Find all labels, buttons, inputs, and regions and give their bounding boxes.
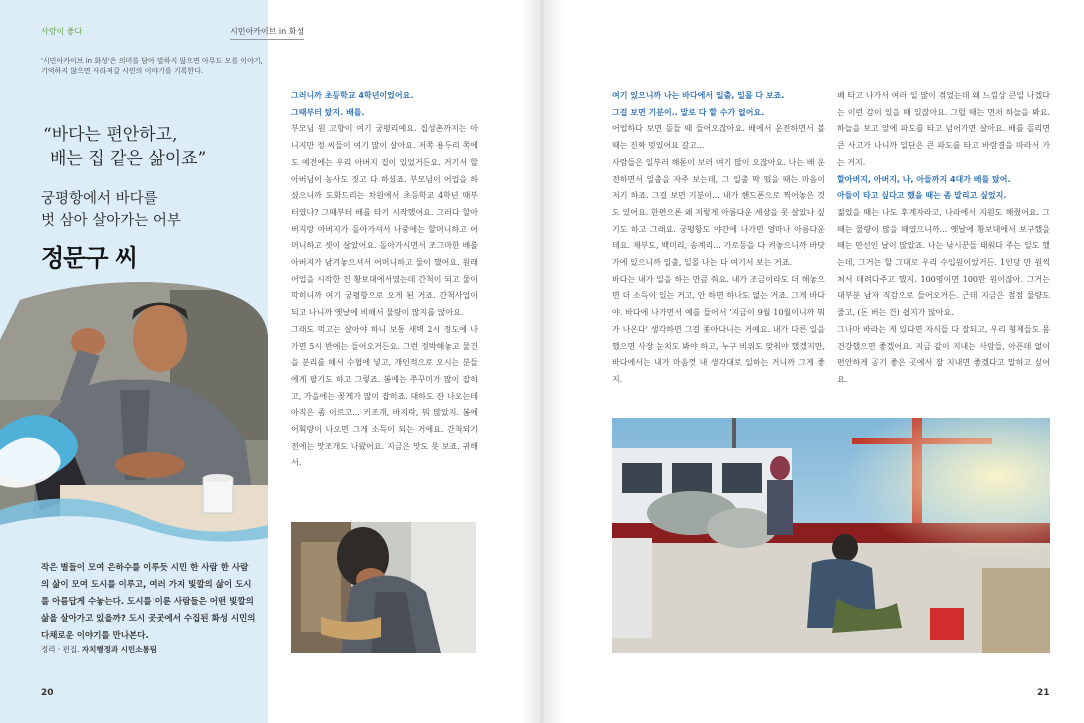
title-line: “바다는 편안하고, [43, 125, 178, 145]
question-heading: 그때부터 탔지. 배를. [291, 107, 365, 117]
question-heading: 그걸 보면 기분이.. 말로 다 할 수가 없어요. [612, 107, 765, 117]
question-heading: 여기 있으니까 나는 바다에서 일출, 일몰 다 보죠. [612, 91, 785, 100]
fisherman-working-photo [291, 522, 476, 653]
body-paragraph: 그래도 먹고는 살아야 하니 보통 새벽 2시 정도에 나가면 5시 반에는 들어오거든요. 그런 정박해놓고 물건을 분리를 해서 수협에 넣고, 개인적으로 오시는 분들에게 팔기도 하고 그렇죠. 봄에는 쭈꾸미가 많이 잡히고, 가을에는 꽃게가 많이 잡히죠. 대하도 잔 나오는데 아직은 좀 이르고... 키조개, 바지락, 뭐 많았지. 봄에 어획량이 나오면 그게 소득이 되는 거에요. 간척되기 전에는 맛조개도 나왔어요. 지금은 맛도 못 보죠. 귀해서. [291, 324, 478, 468]
text-column-3 [837, 88, 1050, 389]
body-paragraph: 부모님 원 고향이 여기 궁평리예요. 집성촌까지는 아니지만 정 씨들이 여기 많이 살아요. 저쪽 용두리 쪽에도 예전에는 우리 아버지 집이 있었거든요. 거기서 할아버님이 농사도 짓고 다 하셨죠. 부모님이 어업을 하셨으니까 도화드리는 차원에서 초등학교 4학년 때부터였나? 그때부터 배를 타기 시작했어요. 그러다 할아버지랑 아버지가 돌아가셔서 나중에는 할머니하고 어머니하고 셋이 살았어요. 돌아가시면서 조그마한 배를 아버지가 남겨놓으셔서 어머니하고 둘이 했어요. 원래 어업을 시작한 건 황보대에서였는데 간척이 되고 물이 막히니까 여기 궁평항으로 오게 된 거죠. 간척사업이 되고 나니까 옛날에 비해서 물량이 많지를 않아요. [291, 124, 478, 318]
body-paragraph: 어업하다 보면 돌들 때 들어오잖아요. 배에서 운전하면서 볼 때는 진짜 멋있어요 갈고... [612, 124, 825, 151]
body-paragraph: 사람들은 일부러 해돋이 보러 여기 많이 오잖아요. 나는 배 운전하면서 일출을 자주 보는데, 그 일출 딱 떴을 때는 마음이 저기 하죠. 그걸 보면 기분이... 내가 핸드폰으로 찍어놓은 것도 있어요. 한편으론 왜 저렇게 아름다운 세상을 못 살았나 싶기도 하고 그래요. 궁평항도 야간에 나가면 얼마나 아름다운데요. 제부도, 백미리, 송계리... 가로등을 다 켜놓으니까 바닷가에 있으니까 일출, 일몰 나는 다 여기서 보는 거죠. [612, 157, 825, 268]
portrait-photo [0, 280, 268, 550]
harbor-boat-photo [612, 418, 1050, 653]
credit-role: 정리 · 편집. [41, 645, 80, 654]
question-heading: 할아버지, 아버지, 나, 아들까지 4대가 배를 탔어. [837, 174, 1011, 184]
body-paragraph: 그나마 바라는 게 있다면 자식들 다 잘되고, 우리 형제들도 몸 건강했으면 좋겠어요. 지금 같이 지내는 사람들, 아픈데 없이 편안하게 공기 좋은 곳에서 잘 지내면 좋겠다고 말하고 싶어요. [837, 324, 1050, 384]
interviewee-name: 정문구 씨 [41, 244, 138, 272]
portrait-illustration [0, 280, 268, 550]
body-paragraph: 젊었을 때는 나도 후계자라고, 나라에서 지원도 해줬어요. 그때는 물량이 많을 때였으니까... 옛날에 황보대에서 보구했을 때는 만선인 날이 많았죠. 나는 낚시꾼들 태워다 주는 일도 했는데, 그거는 할 그대로 우리 수입원이었거든. 1인당 만 원씩 쳐서 데려다주고 했지. 100명이면 100만 원이잖아. 그거는 대부분 남자 직감으로 들어오거든. 근데 지금은 점점 물량도 줄고, (돈 버는 건) 쉽지가 않아요. [837, 207, 1050, 318]
article-subtitle [41, 188, 261, 232]
section-category: 사람이 좋다 [41, 27, 83, 36]
text-column-1 [291, 88, 478, 472]
credit-team: 자치행정과 시민소통팀 [81, 645, 157, 654]
page-gutter [520, 0, 564, 723]
text-column-2 [612, 88, 825, 389]
question-heading: 아들이 타고 싶다고 했을 때는 좀 말리고 싶었지. [837, 191, 1007, 201]
article-title [43, 123, 263, 171]
page-number-left: 20 [41, 688, 54, 698]
harbor-boat-illustration [612, 418, 1050, 653]
body-paragraph: 바다는 내가 일을 하는 만큼 줘요. 내가 조금이라도 더 해놓으면 더 소득이 있는 거고, 안 하면 하나도 없는 거죠. 그게 바다야. 바다에 나가면서 예를 들어서 '지금이 9월 10월이니까 뭐가 나온다' 생각하면 그걸 좇아다니는 거예요. 내가 다른 일을 했으면 사장 눈치도 봐야 하고, 누구 비위도 맞춰야 했겠지만, 바다에서는 내가 마음껏 내 생각대로 일하는 거니까 그게 좋지. [612, 274, 825, 384]
series-title: 시민아카이브 in 화성 [230, 26, 304, 40]
series-intro: '시민아카이브 in 화성'은 의미를 담아 말하지 않으면 아무도 모를 이야기, 기억하지 않으면 사라져갈 시민의 이야기를 기록한다. [41, 57, 263, 75]
subtitle-line: 벗 삼아 살아가는 어부 [41, 213, 181, 229]
title-line: 배는 집 같은 삶이죠” [50, 149, 207, 169]
page-number-right: 21 [1037, 688, 1050, 698]
fisherman-working-illustration [291, 522, 476, 653]
question-heading: 그러니까 초등학교 4학년이었어요. [291, 91, 414, 100]
credit-line [41, 644, 157, 655]
body-paragraph: 배 타고 나가서 여러 일 많이 겪었는데 왜 느낌상 큰일 나겠다는 이런 감이 있을 때 있잖아요. 그럴 때는 먼저 하늘을 봐요. 하늘을 보고 앞에 파도를 타고 넘어가면 살아요. 배를 돌리면 큰 사고가 나니까 일단은 큰 파도를 타고 바람결을 따라서 가는 거지. [837, 91, 1050, 167]
subtitle-line: 궁평항에서 바다를 [41, 191, 158, 207]
lead-paragraph: 작은 별들이 모여 은하수를 이루듯 시민 한 사람 한 사람의 삶이 모여 도시를 이루고, 여러 가지 빛깔의 삶이 도시를 아름답게 수놓는다. 도시를 이룬 사람들은 어떤 빛깔의 삶을 살아가고 있을까? 도시 곳곳에서 수집된 화성 시민의 다채로운 이야기를 만나본다. [41, 563, 256, 641]
